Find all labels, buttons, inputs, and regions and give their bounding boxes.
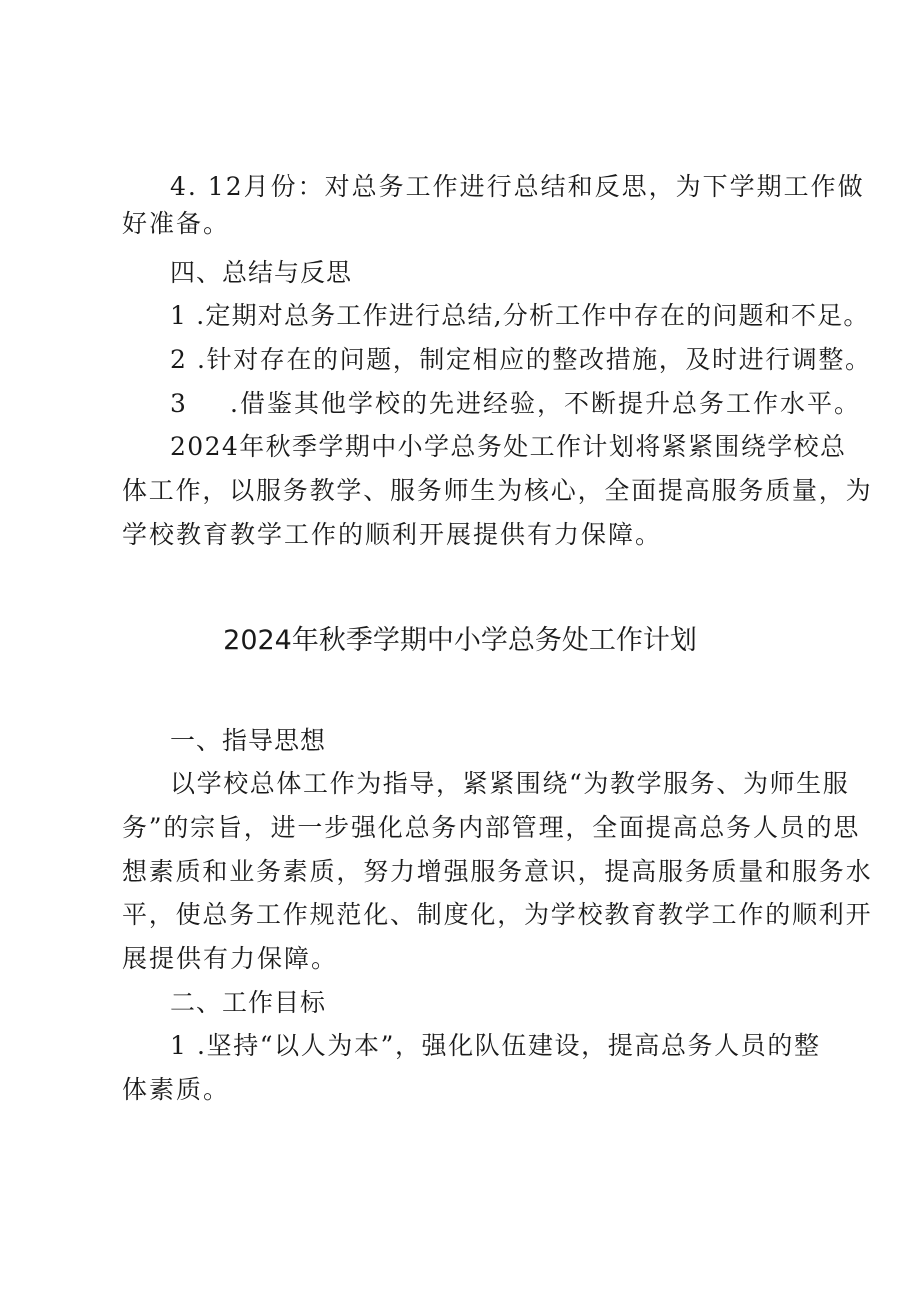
- section1-heading: 一、指导思想: [170, 726, 327, 755]
- conclusion-line2: 体工作，以服务教学、服务师生为核心，全面提高服务质量，为: [122, 476, 873, 505]
- conclusion-line3: 学校教育教学工作的顺利开展提供有力保障。: [122, 520, 663, 549]
- item4-line2: 好准备。: [122, 209, 231, 238]
- s4-item3: [170, 389, 861, 419]
- section1-line3: 想素质和业务素质，努力增强服务意识，提高服务质量和服务水: [122, 857, 873, 886]
- section1-line1: 以学校总体工作为指导，紧紧围绕“为教学服务、为师生服: [170, 769, 850, 798]
- section4-heading: 四、总结与反思: [170, 258, 353, 287]
- section1-line2: 务”的宗旨，进一步强化总务内部管理，全面提高总务人员的思: [122, 813, 861, 842]
- s4-item1: 1 .定期对总务工作进行总结,分析工作中存在的问题和不足。: [170, 301, 870, 330]
- page-title: 2024年秋季学期中小学总务处工作计划: [223, 625, 697, 656]
- item4-line1: 4. 12月份：对总务工作进行总结和反思，为下学期工作做: [170, 172, 865, 201]
- conclusion-line1: 2024年秋季学期中小学总务处工作计划将紧紧围绕学校总: [170, 432, 847, 461]
- section2-heading: 二、工作目标: [170, 988, 327, 1017]
- s2-item1-line2: 体素质。: [122, 1075, 231, 1104]
- s2-item1-line1: 1 .坚持“以人为本”，强化队伍建设，提高总务人员的整: [170, 1031, 821, 1060]
- section1-line5: 展提供有力保障。: [122, 944, 339, 973]
- s4-item2: 2 .针对存在的问题，制定相应的整改措施，及时进行调整。: [170, 345, 872, 374]
- s4-item3-text: .借鉴其他学校的先进经验，不断提升总务工作水平。: [230, 389, 861, 418]
- section1-line4: 平，使总务工作规范化、制度化，为学校教育教学工作的顺利开: [122, 900, 873, 929]
- s4-item3-number: 3: [170, 389, 188, 418]
